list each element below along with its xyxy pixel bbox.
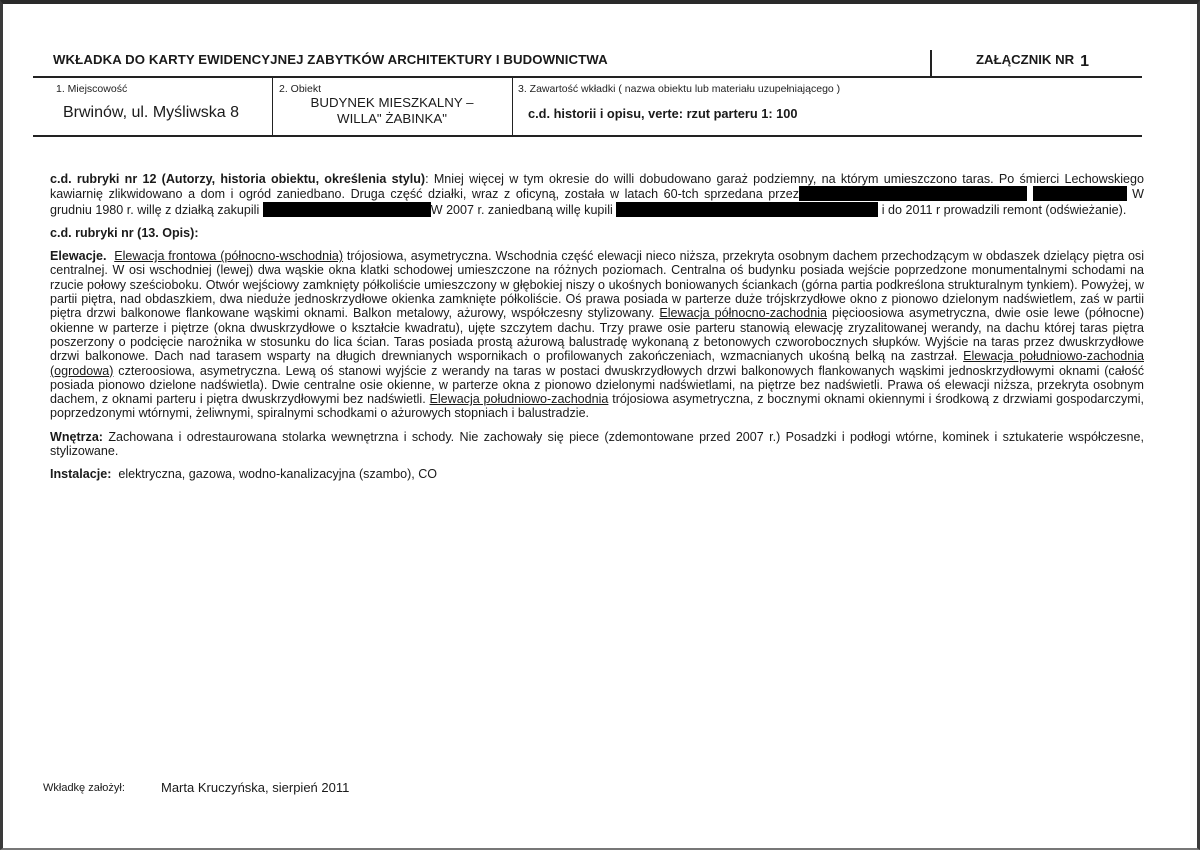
field-locality-value: Brwinów, ul. Myśliwska 8 [63,104,240,121]
field-object-line2: WILLA" ŻABINKA" [337,111,447,126]
elevation-northwest-text: pięcioosiowa asymetryczna, dwie osie lewe (północne) okienne w parterze i piętrze (okna dwuskrzydłowe o kształcie kwadratu), ujęte szczytem dachu. Trzy prawe osie parteru stanowią elewację zryzalitowanej werandy, na dachu której taras piętra poszerzony o podcięcie narożnika w stosunku do lica ścian. Taras posiada prostą ażurową balustradę wykonaną z betonowych czworobocznych słupków. Wyjście na taras przez dwuskrzydłowe drzwi balkonowe. Dach nad tarasem wsparty na długich drewnianych wspornikach o profilowanych zakończeniach, wzmacnianych ukośną belką na zastrzał. [50,306,1144,364]
field-object-value [272,95,512,127]
page-title: WKŁADKA DO KARTY EWIDENCYJNEJ ZABYTKÓW ARCHITEKTURY I BUDOWNICTWA [53,52,608,67]
field-locality-label: 1. Miejscowość [56,83,128,95]
section-12-paragraph [50,172,1144,217]
instalacje-text: elektryczna, gazowa, wodno-kanalizacyjna (szambo), CO [111,467,438,482]
field-contents-value: c.d. historii i opisu, verte: rzut parteru 1: 100 [528,106,798,121]
footer-author-value: Marta Kruczyńska, sierpień 2011 [161,780,350,795]
wnetrza-text: Zachowana i odrestaurowana stolarka wewnętrzna i schody. Nie zachowały się piece (zdemontowane przed 2007 r.) Posadzki i podłogi wtórne, kominek i sztukaterie współczesne, stylizowane. [50,429,1144,459]
annex-label [976,51,1089,69]
redaction-box [799,186,1027,201]
footer-author-label: Wkładkę założył: [43,782,125,794]
document-body [50,172,1144,491]
section-13-heading: c.d. rubryki nr (13. Opis): [50,225,199,240]
instalacje-paragraph [50,467,1144,481]
elevation-front-text: trójosiowa, asymetryczna. Wschodnia część elewacji nieco niższa, przekryta osobnym dachem przechodzącym w obdaszek dzielący piętra osi centralnej. W osi wschodniej (lewej) dwa wąskie okna klatki schodowej umieszczone na różnych poziomach. Centralna oś budynku posiada wejście poprzedzone monumentalnymi schodami na rzucie połowy sześcioboku. Otwór wejściowy zamknięty półkoliście umieszczony w głębokiej niszy o ukośnych boniowanych ściankach (górna partia podkreślona strukturalnym tynkiem). Powyżej, w partii piętra, nad obdaszkiem, dwa nieduże jednoskrzydłowe okienka zamknięte półkoliście. Oś prawa posiada w parterze duże trójskrzydłowe okno z pionowo dzielonym nadświetlem, zaś w partii piętra drzwi balkonowe flankowane wąskimi oknami. Balkon metalowy, ażurowy, współczesny stylizowany. [50,249,1144,321]
elewacje-paragraph [50,249,1144,421]
section-12-text-2: W grudniu 1980 r. willę z działką zakupili [50,187,1144,217]
elevation-southwest-text: trójosiowa asymetryczna, z bocznymi oknami okiennymi i środkową z drzwiami gospodarczymi, poprzedzonymi wtórnymi, żeliwnymi, spiralnymi schodkami o ażurowych stopniach i balustradzie. [50,392,1145,421]
table-bottom-rule [33,135,1142,137]
redaction-box [616,202,878,217]
header-divider [930,50,932,77]
table-top-rule [33,76,1142,78]
annex-number: 1 [1080,53,1090,70]
cell-divider-2 [512,77,513,135]
section-12-text-1: : Mniej więcej w tym okresie do willi dobudowano garaż podziemny, na którym umieszczono taras. Po śmierci Lechowskiego kawiarnię zlikwidowano a dom i ogród zaniedbano. Druga część działki, wraz z oficyną, została w latach 60-tch sprzedana przez [50,172,1144,202]
section-12-heading: c.d. rubryki nr 12 (Autorzy, historia obiektu, określenia stylu) [50,172,426,186]
redaction-box [1033,186,1127,201]
elevation-garden-title: Elewacja południowo-zachodnia (ogrodowa) [50,349,1144,378]
redaction-box [263,202,431,217]
wnetrza-label: Wnętrza: [50,429,103,444]
field-object-line1: BUDYNEK MIESZKALNY – [310,95,474,110]
instalacje-label: Instalacje: [50,467,112,482]
wnetrza-paragraph [50,430,1144,459]
field-object-label: 2. Obiekt [279,83,322,95]
section-12-text-4: i do 2011 r prowadzili remont (odświeżanie). [881,202,1127,217]
annex-label-text: ZAŁĄCZNIK NR [976,52,1075,67]
elewacje-label: Elewacje. [50,249,107,264]
elevation-front-title: Elewacja frontowa (północno-wschodnia) [114,249,344,264]
elevation-southwest-title: Elewacja południowo-zachodnia [429,392,609,407]
field-contents-label: 3. Zawartość wkładki ( nazwa obiektu lub materiału uzupełniającego ) [518,83,841,95]
section-12-text-3: W 2007 r. zaniedbaną willę kupili [430,202,613,217]
elevation-northwest-title: Elewacja północno-zachodnia [659,306,827,321]
elevation-garden-text: czteroosiowa, asymetryczna. Lewą oś stanowi wyjście z werandy na taras w postaci dwuskrzydłowych drzwi balkonowych flankowanych wąskimi jednoskrzydłowymi oknami (całość posiada pionowo dzielone nadświetla). Dwie centralne osie okienne, w parterze okna z pionowo dzielonymi nadświetlami, na piętrze bez nadświetli. Prawa oś elewacji niższa, przekryta osobnym dachem, z oknami parteru i piętra dwuskrzydłowymi bez nadświetli. [50,363,1144,407]
